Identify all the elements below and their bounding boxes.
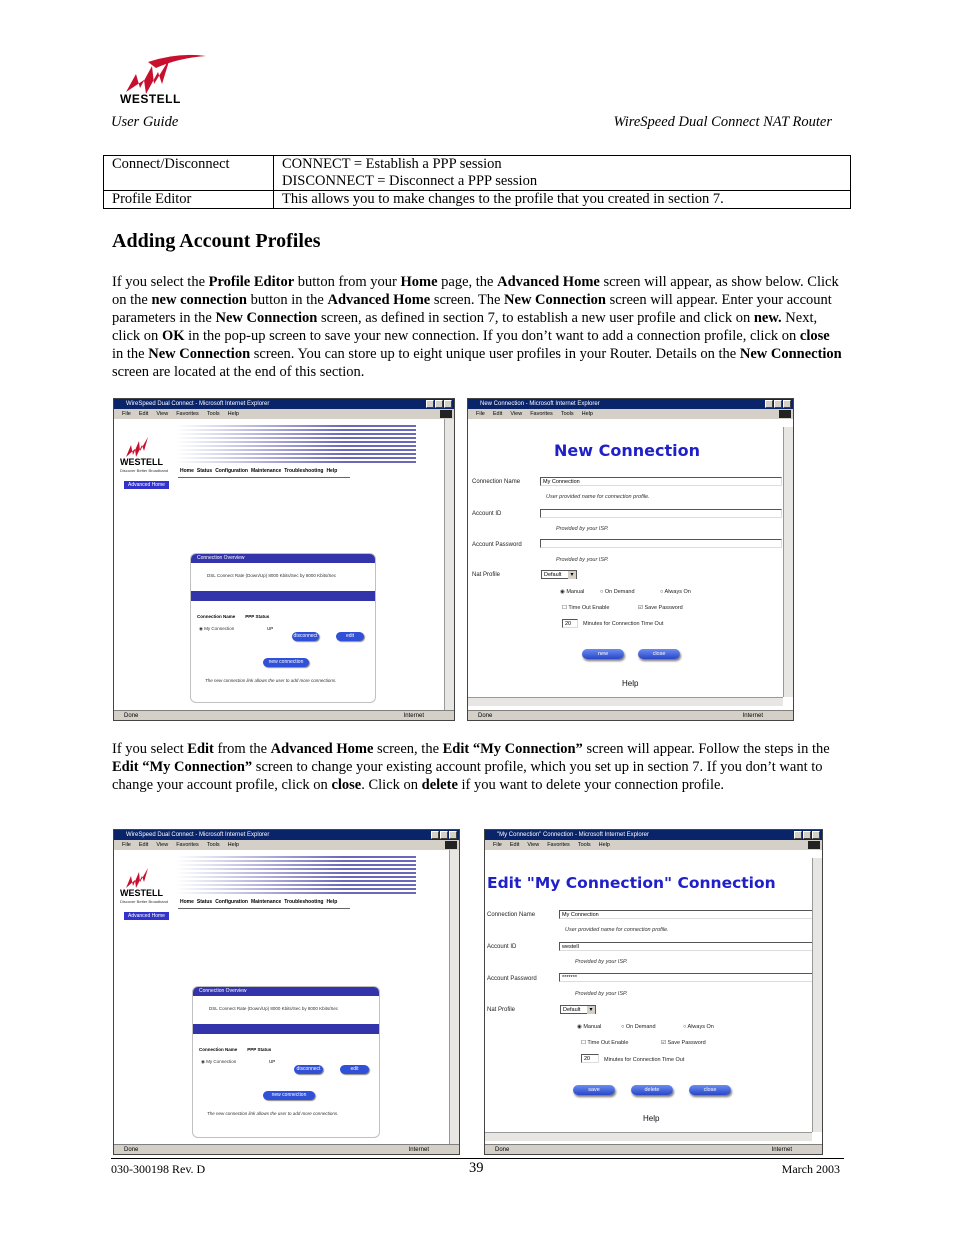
menu-help[interactable]: Help <box>227 411 239 417</box>
bold-term: Edit “My Connection” <box>442 741 583 757</box>
bold-term: Home <box>400 274 438 290</box>
radio-always-on[interactable]: ○ Always On <box>660 589 691 595</box>
edit-button[interactable]: edit <box>340 1065 369 1074</box>
status-text: Done <box>124 1147 139 1153</box>
radio-on-demand[interactable]: ○ On Demand <box>600 589 635 595</box>
minimize-button[interactable] <box>765 400 773 408</box>
disconnect-button[interactable]: disconnect <box>294 1065 323 1074</box>
col-ppp-status: PPP Status <box>245 614 270 619</box>
horizontal-scrollbar[interactable] <box>468 697 783 706</box>
connection-radio[interactable]: ◉ My Connection <box>201 1059 237 1064</box>
ie-throbber-icon <box>808 841 820 849</box>
account-id-input[interactable]: westell <box>559 942 812 951</box>
minimize-button[interactable] <box>426 400 434 408</box>
status-zone: Internet <box>771 1147 792 1153</box>
connection-name-input[interactable]: My Connection <box>559 910 812 919</box>
label-connection-name: Connection Name <box>487 912 536 918</box>
radio-on-demand[interactable]: ○ On Demand <box>621 1024 656 1030</box>
site-brand: WESTELL <box>120 888 163 898</box>
connection-status: UP <box>269 1059 276 1064</box>
menu-edit[interactable]: Edit <box>138 411 149 417</box>
status-zone: Internet <box>408 1147 429 1153</box>
connection-overview-panel <box>192 986 380 1138</box>
status-bar <box>485 1144 822 1154</box>
window-titlebar <box>114 399 454 409</box>
minimize-button[interactable] <box>794 831 802 839</box>
menu-file[interactable]: File <box>122 842 131 848</box>
menu-edit[interactable]: Edit <box>492 411 503 417</box>
header-stripes <box>176 856 416 896</box>
close-window-button[interactable] <box>444 400 452 408</box>
form-heading: New Connection <box>554 441 700 460</box>
label-account-password: Account Password <box>472 542 522 548</box>
menu-view[interactable]: View <box>156 411 169 417</box>
new-connection-button[interactable]: new connection <box>263 1091 315 1100</box>
hint-account-password: Provided by your ISP. <box>575 991 628 997</box>
site-tagline: Discover Better Broadband <box>120 468 169 473</box>
radio-manual[interactable]: ◉ Manual <box>577 1024 602 1030</box>
overview-title: Connection Overview <box>193 987 379 996</box>
header-right: WireSpeed Dual Connect NAT Router <box>613 114 832 130</box>
checkbox-save-password[interactable]: ☑ Save Password <box>638 605 683 611</box>
status-text: Done <box>478 713 493 719</box>
definition-table <box>103 155 851 209</box>
table-row <box>104 156 851 191</box>
nav-help[interactable]: Help <box>326 468 338 474</box>
close-button[interactable]: close <box>689 1085 731 1095</box>
bold-term: OK <box>161 328 185 344</box>
dsl-rate: DSL Connect Rate (Down/Up) 8000 Kbits/Sec by 8000 Kbits/Sec <box>207 573 337 578</box>
footer-rule <box>111 1158 844 1159</box>
menu-favorites[interactable]: Favorites <box>530 411 553 417</box>
table-desc: This allows you to make changes to the profile that you created in section 7. <box>274 191 851 209</box>
radio-manual-label: Manual <box>566 589 585 595</box>
vertical-scrollbar[interactable] <box>444 419 454 711</box>
hint-account-password: Provided by your ISP. <box>556 557 609 563</box>
overview-note: The new connection link allows the user to add more connections. <box>205 678 337 683</box>
connection-status: UP <box>267 626 274 631</box>
header-left: User Guide <box>111 114 179 130</box>
maximize-button[interactable] <box>774 400 782 408</box>
close-button[interactable]: close <box>638 649 680 659</box>
bold-term: close <box>799 328 830 344</box>
radio-on-demand-label: On Demand <box>604 589 635 595</box>
status-bar <box>114 710 454 720</box>
overview-note: The new connection link allows the user to add more connections. <box>207 1111 339 1116</box>
overview-columns <box>197 614 269 619</box>
overview-title: Connection Overview <box>191 554 375 563</box>
advanced-home-badge[interactable]: Advanced Home <box>124 912 169 920</box>
overview-columns <box>199 1047 271 1052</box>
bold-term: close <box>331 777 362 793</box>
paragraph-1: If you select the Profile Editor button from your Home page, the Advanced Home screen will appear, as show below. Click on the new connection button in the Advanced Home screen. The New Connection screen will appear. Enter your account parameters in the New Connection screen, as defined in section 7, to establish a new user profile and click on new. Next, click on OK in the pop-up screen to save your new connection. If you don’t want to add a connection profile, click on close in the New Connection screen. You can store up to eight unique user profiles in your Router. Details on the New Connection screen are located at the end of this section. <box>112 274 842 380</box>
vertical-scrollbar[interactable] <box>812 858 822 1132</box>
window-titlebar <box>114 830 459 840</box>
bold-term: Edit “My Connection” <box>112 759 253 775</box>
page-content <box>470 421 783 697</box>
menu-help[interactable]: Help <box>581 411 593 417</box>
timeout-input[interactable]: 20 <box>581 1054 599 1063</box>
checkbox-save-password[interactable]: ☑ Save Password <box>661 1040 706 1046</box>
checkbox-time-out-label: Time Out Enable <box>568 605 610 611</box>
hint-connection-name: User provided name for connection profile. <box>546 494 650 500</box>
table-term: Connect/Disconnect <box>104 156 274 191</box>
nav-troubleshooting[interactable]: Troubleshooting <box>284 468 324 474</box>
menu-view[interactable]: View <box>510 411 523 417</box>
radio-always-on-label: Always On <box>687 1024 714 1030</box>
table-row <box>104 191 851 209</box>
advanced-home-window <box>113 398 455 721</box>
menu-bar <box>468 409 793 419</box>
nav-maintenance[interactable]: Maintenance <box>250 468 282 474</box>
window-titlebar <box>468 399 793 409</box>
timeout-label: Minutes for Connection Time Out <box>583 621 664 627</box>
label-nat-profile: Nat Profile <box>487 1007 516 1013</box>
menu-favorites[interactable]: Favorites <box>176 411 199 417</box>
ie-throbber-icon <box>779 410 791 418</box>
status-zone: Internet <box>403 713 424 719</box>
bold-term: Profile Editor <box>208 274 295 290</box>
col-connection-name: Connection Name <box>197 614 236 619</box>
nav-troubleshooting[interactable]: Troubleshooting <box>284 899 324 905</box>
doc-date: March 2003 <box>781 1162 840 1176</box>
menu-tools[interactable]: Tools <box>577 842 591 848</box>
menu-help[interactable]: Help <box>227 842 239 848</box>
bold-term: new. <box>753 310 782 326</box>
hint-account-id: Provided by your ISP. <box>575 959 628 965</box>
timeout-input[interactable]: 20 <box>562 619 578 628</box>
nav-divider <box>178 477 350 478</box>
nav-status[interactable]: Status <box>196 899 213 905</box>
hint-connection-name: User provided name for connection profile. <box>565 927 669 933</box>
menu-edit[interactable]: Edit <box>509 842 520 848</box>
doc-number: 030-300198 Rev. D <box>111 1162 206 1176</box>
horizontal-scrollbar[interactable] <box>485 1132 812 1141</box>
maximize-button[interactable] <box>440 831 448 839</box>
vertical-scrollbar[interactable] <box>783 427 793 697</box>
help-link[interactable]: Help <box>643 1114 660 1123</box>
minimize-button[interactable] <box>431 831 439 839</box>
connection-overview-panel <box>190 553 376 703</box>
paragraph-2: If you select Edit from the Advanced Home screen, the Edit “My Connection” screen will appear. Follow the steps in the Edit “My Connection” screen to change your existing account profile, which you set up in section 7. If you don’t want to change your account profile, click on close. Click on delete if you want to delete your connection profile. <box>112 741 830 793</box>
page-content <box>116 421 444 710</box>
checkbox-time-out[interactable]: ☐ Time Out Enable <box>562 605 610 611</box>
header-stripes <box>176 425 416 465</box>
window-title: WireSpeed Dual Connect - Microsoft Internet Explorer <box>126 401 270 407</box>
menu-help[interactable]: Help <box>598 842 610 848</box>
col-ppp-status: PPP Status <box>247 1047 272 1052</box>
label-account-id: Account ID <box>487 944 517 950</box>
radio-on-demand-label: On Demand <box>625 1024 656 1030</box>
status-text: Done <box>495 1147 510 1153</box>
menu-file[interactable]: File <box>493 842 502 848</box>
radio-manual[interactable]: ◉ Manual <box>560 589 585 595</box>
nav-status[interactable]: Status <box>196 468 213 474</box>
site-tagline: Discover Better Broadband <box>120 899 169 904</box>
save-button[interactable]: save <box>573 1085 615 1095</box>
bold-term: New Connection <box>739 346 842 362</box>
menu-bar <box>114 840 459 850</box>
status-text: Done <box>124 713 139 719</box>
nav-home[interactable]: Home <box>180 468 194 474</box>
bold-term: New Connection <box>215 310 318 326</box>
help-link[interactable]: Help <box>622 679 639 688</box>
connection-name: My Connection <box>206 1059 237 1064</box>
overview-divider <box>193 1024 379 1034</box>
logo-wordmark: WESTELL <box>120 92 181 106</box>
edit-button[interactable]: edit <box>336 632 364 641</box>
overview-divider <box>191 591 375 601</box>
connection-radio[interactable]: ◉ My Connection <box>199 626 235 631</box>
menu-file[interactable]: File <box>122 411 131 417</box>
timeout-label: Minutes for Connection Time Out <box>604 1057 685 1063</box>
nav-configuration[interactable]: Configuration <box>215 899 248 905</box>
label-connection-name: Connection Name <box>472 479 521 485</box>
menu-tools[interactable]: Tools <box>206 842 220 848</box>
radio-always-on-label: Always On <box>664 589 691 595</box>
radio-manual-label: Manual <box>583 1024 602 1030</box>
hint-account-id: Provided by your ISP. <box>556 526 609 532</box>
table-term: Profile Editor <box>104 191 274 209</box>
connection-name: My Connection <box>204 626 235 631</box>
label-account-id: Account ID <box>472 511 502 517</box>
bold-term: Advanced Home <box>497 274 600 290</box>
nat-profile-select[interactable]: Default ▾ <box>560 1005 596 1014</box>
advanced-home-badge[interactable]: Advanced Home <box>124 481 169 489</box>
nav-help[interactable]: Help <box>326 899 338 905</box>
dsl-rate: DSL Connect Rate (Down/Up) 8000 Kbits/Sec by 8000 Kbits/Sec <box>209 1006 339 1011</box>
delete-button[interactable]: delete <box>631 1085 673 1095</box>
window-title: WireSpeed Dual Connect - Microsoft Internet Explorer <box>126 832 270 838</box>
window-title: "My Connection" Connection - Microsoft Internet Explorer <box>497 832 649 838</box>
nat-profile-select[interactable]: Default ▾ <box>541 570 577 579</box>
close-window-button[interactable] <box>783 400 791 408</box>
new-connection-window <box>467 398 794 721</box>
close-window-button[interactable] <box>449 831 457 839</box>
connection-name-input[interactable]: My Connection <box>540 477 782 486</box>
checkbox-time-out[interactable]: ☐ Time Out Enable <box>581 1040 629 1046</box>
window-title: New Connection - Microsoft Internet Explorer <box>480 401 600 407</box>
section-title: Adding Account Profiles <box>112 230 321 252</box>
label-account-password: Account Password <box>487 976 537 982</box>
menu-favorites[interactable]: Favorites <box>547 842 570 848</box>
account-password-input[interactable] <box>540 539 782 548</box>
window-titlebar <box>485 830 822 840</box>
status-bar <box>114 1144 459 1154</box>
menu-view[interactable]: View <box>527 842 540 848</box>
menu-bar <box>114 409 454 419</box>
status-bar <box>468 710 793 720</box>
nav-configuration[interactable]: Configuration <box>215 468 248 474</box>
checkbox-time-out-label: Time Out Enable <box>587 1040 629 1046</box>
page-content <box>487 852 812 1132</box>
nav-maintenance[interactable]: Maintenance <box>250 899 282 905</box>
site-nav <box>180 468 337 474</box>
account-password-input[interactable]: ******* <box>559 973 812 982</box>
nav-home[interactable]: Home <box>180 899 194 905</box>
table-desc-line: CONNECT = Establish a PPP session <box>282 156 502 172</box>
advanced-home-window-2 <box>113 829 460 1155</box>
bold-term: Edit <box>187 741 214 757</box>
col-connection-name: Connection Name <box>199 1047 238 1052</box>
label-nat-profile: Nat Profile <box>472 572 501 578</box>
menu-tools[interactable]: Tools <box>560 411 574 417</box>
bold-term: delete <box>421 777 458 793</box>
maximize-button[interactable] <box>435 400 443 408</box>
menu-edit[interactable]: Edit <box>138 842 149 848</box>
radio-always-on[interactable]: ○ Always On <box>683 1024 714 1030</box>
new-connection-button[interactable]: new connection <box>263 658 309 667</box>
close-window-button[interactable] <box>812 831 820 839</box>
disconnect-button[interactable]: disconnect <box>293 633 318 639</box>
status-zone: Internet <box>742 713 763 719</box>
table-desc-line: DISCONNECT = Disconnect a PPP session <box>282 173 538 189</box>
new-button[interactable]: new <box>582 649 624 659</box>
bold-term: Advanced Home <box>270 741 374 757</box>
site-brand: WESTELL <box>120 457 163 467</box>
ie-throbber-icon <box>440 410 452 418</box>
menu-tools[interactable]: Tools <box>206 411 220 417</box>
vertical-scrollbar[interactable] <box>449 850 459 1145</box>
menu-favorites[interactable]: Favorites <box>176 842 199 848</box>
checkbox-save-password-label: Save Password <box>644 605 683 611</box>
ie-throbber-icon <box>445 841 457 849</box>
page-content <box>116 852 449 1144</box>
bold-term: New Connection <box>148 346 251 362</box>
edit-connection-window <box>484 829 823 1155</box>
bold-term: new connection <box>151 292 247 308</box>
page-number: 39 <box>469 1160 484 1176</box>
table-desc <box>274 156 851 191</box>
maximize-button[interactable] <box>803 831 811 839</box>
menu-file[interactable]: File <box>476 411 485 417</box>
checkbox-save-password-label: Save Password <box>667 1040 706 1046</box>
bold-term: Advanced Home <box>327 292 431 308</box>
nav-divider <box>178 908 350 909</box>
menu-bar <box>485 840 822 850</box>
bold-term: New Connection <box>504 292 606 308</box>
form-heading: Edit "My Connection" Connection <box>487 874 776 892</box>
menu-view[interactable]: View <box>156 842 169 848</box>
site-nav <box>180 899 337 905</box>
account-id-input[interactable] <box>540 509 782 518</box>
